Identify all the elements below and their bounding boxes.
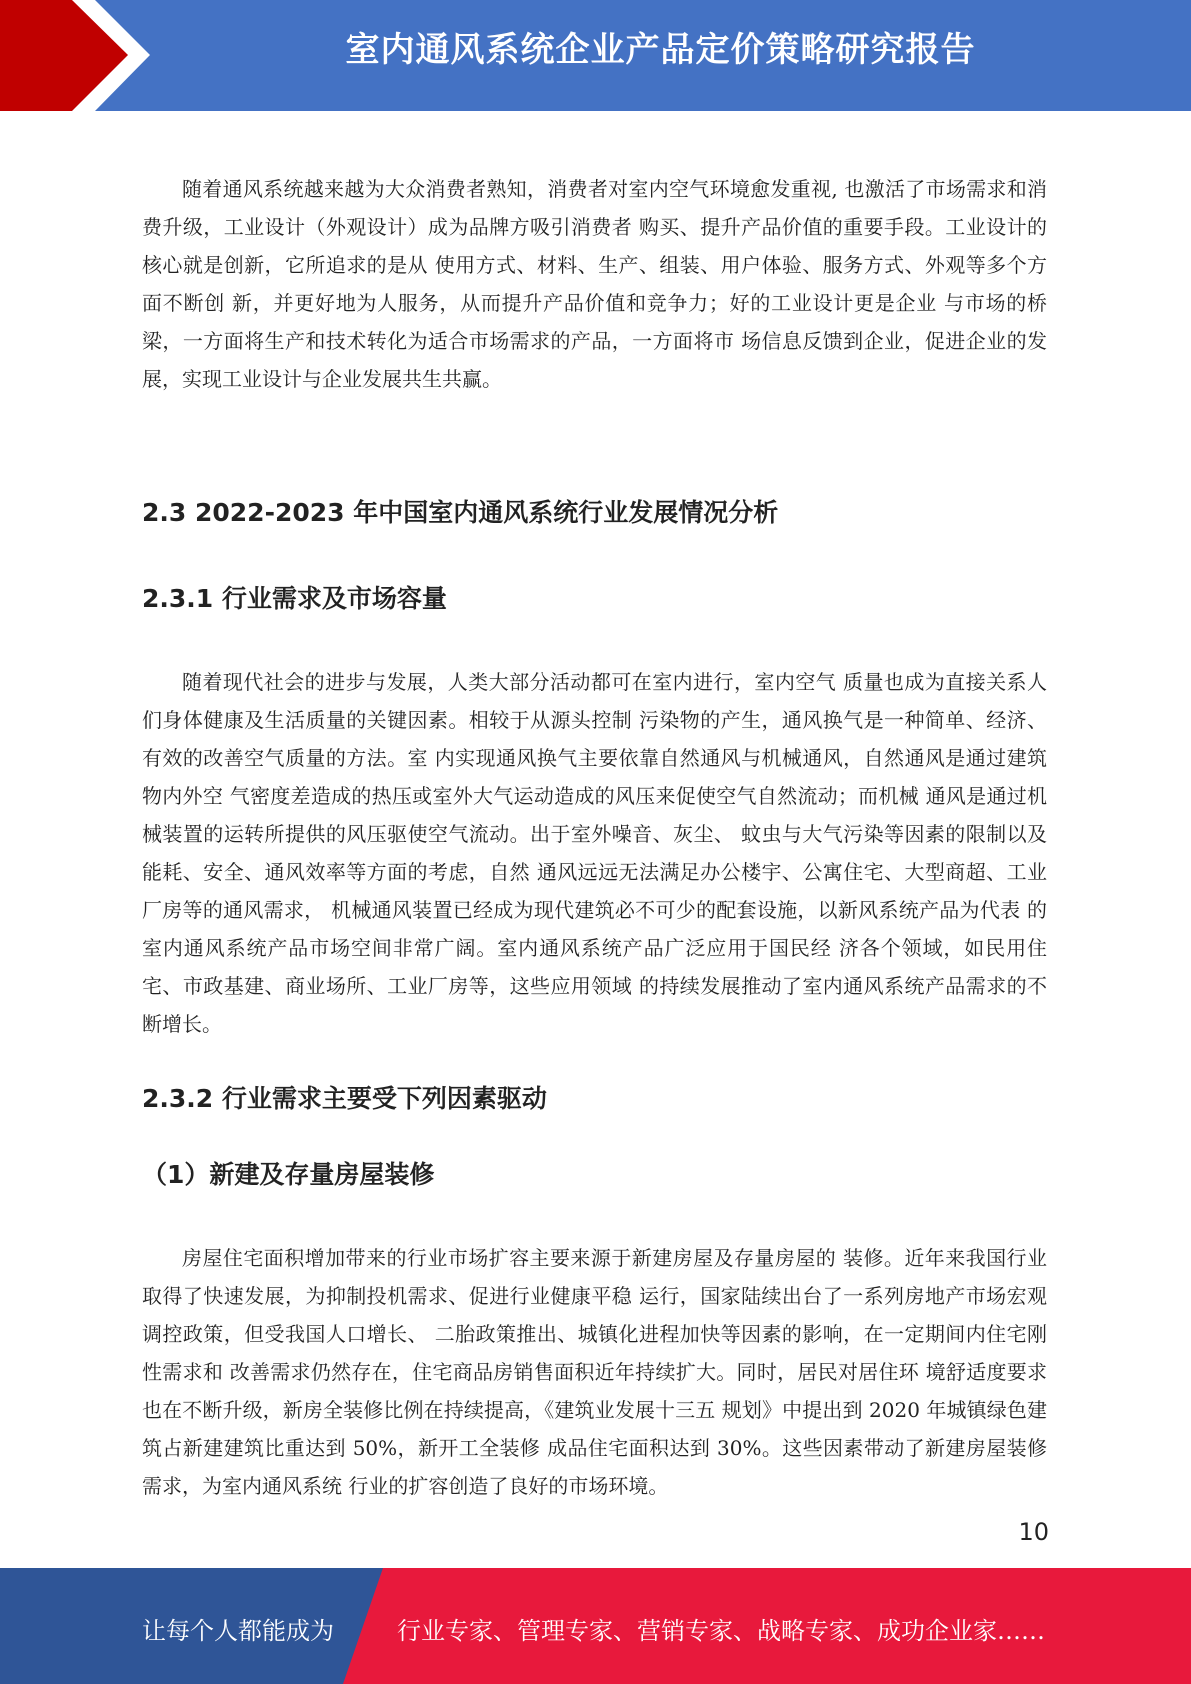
main-content: [142, 170, 1047, 1505]
report-title: 室内通风系统企业产品定价策略研究报告: [345, 30, 976, 70]
intro-paragraph: 随着通风系统越来越为大众消费者熟知，消费者对室内空气环境愈发重视, 也激活了市场需求和消费升级，工业设计（外观设计）成为品牌方吸引消费者 购买、提升产品价值的重要手段。工业设计的核心就是创新，它所追求的是从 使用方式、材料、生产、组装、用户体验、服务方式、外观等多个方面不断创 新，并更好地为人服务，从而提升产品价值和竞争力；好的工业设计更是企业 与市场的桥梁，一方面将生产和技术转化为适合市场需求的产品，一方面将市 场信息反馈到企业，促进企业的发展，实现工业设计与企业发展共生共赢。: [142, 177, 1047, 391]
footer-band: [0, 1568, 1191, 1684]
footer-slogan-right: 行业专家、管理专家、营销专家、战略专家、成功企业家……: [397, 1617, 1045, 1645]
red-chevron-decoration: [0, 0, 160, 111]
footer-slogan-left: 让每个人都能成为: [142, 1617, 334, 1645]
section-heading-2-3-1: 2.3.1 行业需求及市场容量: [142, 584, 447, 613]
demand-paragraph: 随着现代社会的进步与发展，人类大部分活动都可在室内进行，室内空气 质量也成为直接关系人们身体健康及生活质量的关键因素。相较于从源头控制 污染物的产生，通风换气是一种简单、经济、有效的改善空气质量的方法。室 内实现通风换气主要依靠自然通风与机械通风，自然通风是通过建筑物内外空 气密度差造成的热压或室外大气运动造成的风压来促使空气自然流动；而机械 通风是通过机械装置的运转所提供的风压驱使空气流动。出于室外噪音、灰尘、 蚊虫与大气污染等因素的限制以及能耗、安全、通风效率等方面的考虑，自然 通风远远无法满足办公楼宇、公寓住宅、大型商超、工业厂房等的通风需求， 机械通风装置已经成为现代建筑必不可少的配套设施，以新风系统产品为代表 的室内通风系统产品市场空间非常广阔。室内通风系统产品广泛应用于国民经 济各个领域，如民用住宅、市政基建、商业场所、工业厂房等，这些应用领域 的持续发展推动了室内通风系统产品需求的不断增长。: [142, 670, 1047, 1036]
header-band: [0, 0, 1191, 111]
page-number: 10: [1018, 1518, 1049, 1546]
subsection-heading-1: （1）新建及存量房屋装修: [142, 1160, 435, 1189]
section-heading-2-3: 2.3 2022-2023 年中国室内通风系统行业发展情况分析: [142, 498, 779, 527]
section-heading-2-3-2: 2.3.2 行业需求主要受下列因素驱动: [142, 1084, 547, 1113]
housing-paragraph: 房屋住宅面积增加带来的行业市场扩容主要来源于新建房屋及存量房屋的 装修。近年来我国行业取得了快速发展，为抑制投机需求、促进行业健康平稳 运行，国家陆续出台了一系列房地产市场宏观调控政策，但受我国人口增长、 二胎政策推出、城镇化进程加快等因素的影响，在一定期间内住宅刚性需求和 改善需求仍然存在，住宅商品房销售面积近年持续扩大。同时，居民对居住环 境舒适度要求也在不断升级，新房全装修比例在持续提高，《建筑业发展十三五 规划》中提出到 2020 年城镇绿色建筑占新建建筑比重达到 50%，新开工全装修 成品住宅面积达到 30%。这些因素带动了新建房屋装修需求，为室内通风系统 行业的扩容创造了良好的市场环境。: [142, 1246, 1047, 1498]
